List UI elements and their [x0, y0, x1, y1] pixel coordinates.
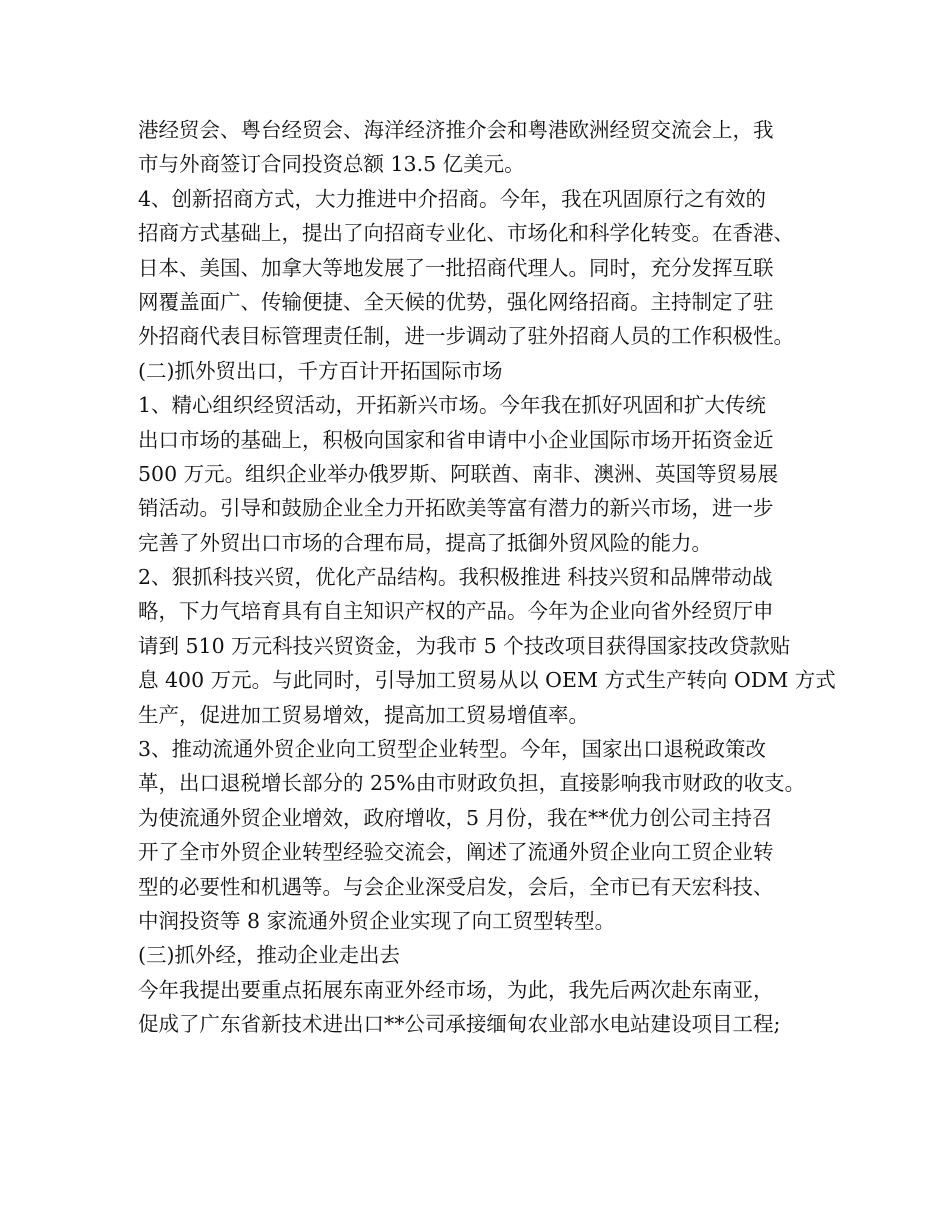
- text-line: 革，出口退税增长部分的 25%由市财政负担，直接影响我市财政的收支。: [138, 771, 806, 796]
- text-line: 市与外商签订合同投资总额 13.5 亿美元。: [138, 152, 525, 177]
- text-line: 招商方式基础上，提出了向招商专业化、市场化和科学化转变。在香港、: [138, 221, 794, 246]
- text-line: 3、推动流通外贸企业向工贸型企业转型。今年，国家出口退税政策改: [138, 737, 767, 762]
- text-line: 促成了广东省新技术进出口**公司承接缅甸农业部水电站建设项目工程;: [138, 1012, 781, 1037]
- text-line: 1、精心组织经贸活动，开拓新兴市场。今年我在抓好巩固和扩大传统: [138, 393, 767, 418]
- text-line: 外招商代表目标管理责任制，进一步调动了驻外招商人员的工作积极性。: [138, 324, 794, 349]
- text-line: 500 万元。组织企业举办俄罗斯、阿联酋、南非、澳洲、英国等贸易展: [138, 461, 779, 486]
- section-heading: (二)抓外贸出口，千方百计开拓国际市场: [138, 358, 503, 383]
- text-line: 开了全市外贸企业转型经验交流会，阐述了流通外贸企业向工贸企业转: [138, 840, 774, 865]
- text-line: 出口市场的基础上，积极向国家和省申请中小企业国际市场开拓资金近: [138, 427, 774, 452]
- text-line: 型的必要性和机遇等。与会企业深受启发，会后，全市已有天宏科技、: [138, 874, 774, 899]
- text-line: 港经贸会、粤台经贸会、海洋经济推介会和粤港欧洲经贸交流会上，我: [138, 118, 774, 142]
- text-line: 今年我提出要重点拓展东南亚外经市场，为此，我先后两次赴东南亚，: [138, 977, 774, 1002]
- text-line: 为使流通外贸企业增效，政府增收，5 月份，我在**优力创公司主持召: [138, 805, 773, 830]
- text-line: 网覆盖面广、传输便捷、全天候的优势，强化网络招商。主持制定了驻: [138, 289, 774, 314]
- text-line: 完善了外贸出口市场的合理布局，提高了抵御外贸风险的能力。: [138, 530, 712, 555]
- text-line: 销活动。引导和鼓励企业全力开拓欧美等富有潜力的新兴市场，进一步: [138, 496, 774, 521]
- document-body: [138, 113, 836, 1042]
- text-line: 息 400 万元。与此同时，引导加工贸易从以 OEM 方式生产转向 ODM 方式: [138, 668, 836, 693]
- text-line: 2、狠抓科技兴贸，优化产品结构。我积极推进 科技兴贸和品牌带动战: [138, 565, 773, 590]
- text-line: 4、创新招商方式，大力推进中介招商。今年，我在巩固原行之有效的: [138, 186, 767, 211]
- section-heading: (三)抓外经，推动企业走出去: [138, 943, 400, 968]
- text-line: 略，下力气培育具有自主知识产权的产品。今年为企业向省外经贸厅申: [138, 599, 774, 624]
- text-line: 请到 510 万元科技兴贸资金，为我市 5 个技改项目获得国家技改贷款贴: [138, 633, 791, 658]
- text-line: 生产，促进加工贸易增效，提高加工贸易增值率。: [138, 702, 589, 727]
- text-line: 中润投资等 8 家流通外贸企业实现了向工贸型转型。: [138, 908, 616, 933]
- text-line: 日本、美国、加拿大等地发展了一批招商代理人。同时，充分发挥互联: [138, 255, 774, 280]
